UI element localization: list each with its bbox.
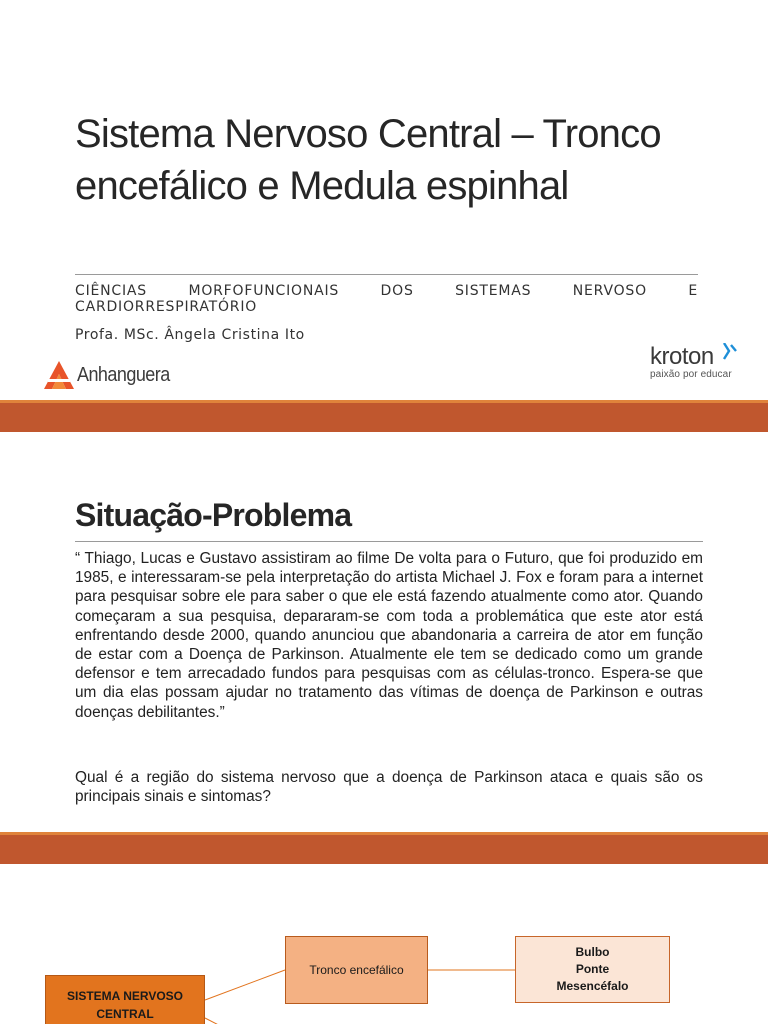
problem-paragraph: “ Thiago, Lucas e Gustavo assistiram ao filme De volta para o Futuro, que foi produzido em 1985, e interessaram-se pela interpretação do artista Michael J. Fox e foram para a internet para pesquisar sobre ele para saber o que ele está fazendo atualmente como ator. Quando começaram a sua pesquisa, depararam-se com toda a problemática que este ator está enfrentando desde 2000, quando anunciou que abandonaria a carreira de ator em função de estar com a Doença de Parkinson. Atualmente ele tem se dedicado como um grande defensor e tem arrecadado fundos para pesquisas com as células-tronco. Espera-se que um dia elas possam ajudar no tratamento das vítimas de doença de Parkinson e outras doenças debilitantes.” [75, 550, 703, 721]
slide-title: Sistema Nervoso Central – Tronco encefálico e Medula espinhal [75, 112, 661, 208]
author-name: Profa. MSc. Ângela Cristina Ito [75, 327, 305, 343]
kroton-wordmark: kroton [650, 343, 714, 370]
course-subtitle: CIÊNCIAS MORFOFUNCIONAIS DOS SISTEMAS NERVOSO E CARDIORRESPIRATÓRIO [75, 283, 698, 315]
kroton-tagline: paixão por educar [650, 369, 732, 380]
anhanguera-logo [44, 359, 180, 391]
section-title: Situação-Problema [75, 497, 352, 533]
anhanguera-mark-icon [44, 361, 74, 389]
part-mesencefalo: Mesencéfalo [556, 979, 629, 993]
kroton-arrow-icon [722, 343, 738, 361]
cns-label-line1: SISTEMA NERVOSO [66, 989, 184, 1003]
slide-separator [0, 835, 768, 864]
title-divider [75, 274, 698, 275]
brainstem-label: Tronco encefálico [309, 963, 404, 977]
part-bulbo: Bulbo [575, 945, 610, 959]
brainstem-box [285, 936, 428, 1004]
title-slide [0, 0, 768, 400]
cns-label-line2: CENTRAL [96, 1007, 154, 1021]
connector-root-branch [205, 970, 285, 1000]
cns-box [45, 975, 205, 1024]
question-paragraph: Qual é a região do sistema nervoso que a doença de Parkinson ataca e quais são os principais sinais e sintomas? [75, 769, 703, 806]
connector-root-lower [205, 1018, 240, 1024]
anhanguera-wordmark: Anhanguera [77, 363, 170, 386]
brainstem-parts-box [515, 936, 670, 1003]
part-ponte: Ponte [575, 962, 610, 976]
slide-separator [0, 403, 768, 432]
section-divider [75, 541, 703, 542]
concept-diagram [0, 866, 768, 1024]
kroton-logo [650, 342, 750, 380]
